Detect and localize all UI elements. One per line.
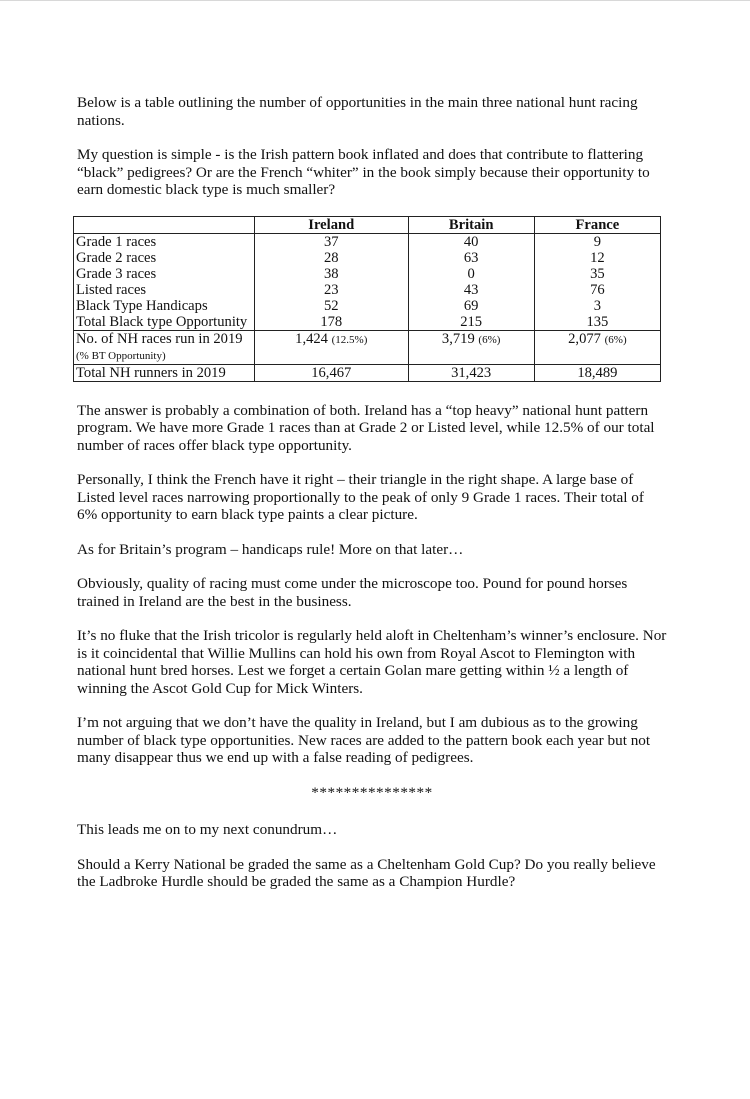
body-paragraph-7: It’s no fluke that the Irish tricolor is regularly held aloft in Cheltenham’s winner’s enclosure. Nor is it coincidental that Willie Mullins can hold his own from Royal Ascot to Flemington with national hunt bred horses. Lest we forget a certain Golan mare getting within ½ a length of winning the Ascot Gold Cup for Mick Winters.: [77, 627, 667, 697]
cell-britain: 0: [408, 266, 534, 282]
cell-ireland: 28: [255, 250, 409, 266]
races-run-ireland: 1,424: [295, 330, 328, 347]
cell-france: 18,489: [534, 364, 660, 381]
intro-paragraph-1: Below is a table outlining the number of opportunities in the main three national hunt racing nations.: [77, 94, 638, 129]
cell-ireland: 52: [255, 298, 409, 314]
cell-britain: [408, 330, 534, 364]
cell-ireland: 23: [255, 282, 409, 298]
row-label: Grade 3 races: [74, 266, 255, 282]
table-row: [74, 298, 661, 314]
table-row: [74, 233, 661, 250]
cell-britain: 31,423: [408, 364, 534, 381]
header-ireland: Ireland: [255, 216, 409, 233]
races-run-note: (% BT Opportunity): [76, 349, 166, 362]
body-paragraph-3: The answer is probably a combination of both. Ireland has a “top heavy” national hunt pattern program. We have more Grade 1 races than at Grade 2 or Listed level, while 12.5% of our total number of races offer black type opportunity.: [77, 401, 655, 454]
document-page: [77, 94, 667, 908]
opportunities-table: [73, 216, 661, 382]
table-row-races-run: [74, 330, 661, 364]
header-britain: Britain: [408, 216, 534, 233]
cell-france: 135: [534, 314, 660, 331]
header-france: France: [534, 216, 660, 233]
table-header-row: [74, 216, 661, 233]
top-border: [0, 0, 750, 1]
table-row: [74, 282, 661, 298]
row-label: Total NH runners in 2019: [74, 364, 255, 381]
table-row: [74, 250, 661, 266]
cell-britain: 40: [408, 233, 534, 250]
table-row: [74, 314, 661, 331]
cell-ireland: 16,467: [255, 364, 409, 381]
row-label: Total Black type Opportunity: [74, 314, 255, 331]
cell-france: 76: [534, 282, 660, 298]
table-row: [74, 266, 661, 282]
cell-france: [534, 330, 660, 364]
cell-ireland: [255, 330, 409, 364]
body-paragraph-10: Should a Kerry National be graded the same as a Cheltenham Gold Cup? Do you really believe the Ladbroke Hurdle should be graded the same as a Champion Hurdle?: [77, 855, 656, 890]
row-label: Black Type Handicaps: [74, 298, 255, 314]
header-blank: [74, 216, 255, 233]
body-paragraph-6: Obviously, quality of racing must come under the microscope too. Pound for pound horses trained in Ireland are the best in the business.: [77, 575, 628, 610]
races-run-label: No. of NH races run in 2019: [76, 330, 243, 347]
cell-britain: 43: [408, 282, 534, 298]
cell-france: 9: [534, 233, 660, 250]
races-run-france-pct: (6%): [604, 333, 627, 346]
cell-britain: 69: [408, 298, 534, 314]
cell-britain: 215: [408, 314, 534, 331]
body-paragraph-4: Personally, I think the French have it right – their triangle in the right shape. A large base of Listed level races narrowing proportionally to the peak of only 9 Grade 1 races. Their total of 6% opportunity to earn black type paints a clear picture.: [77, 471, 644, 523]
cell-france: 35: [534, 266, 660, 282]
row-label: Grade 1 races: [74, 233, 255, 250]
intro-paragraph-2: My question is simple - is the Irish pattern book inflated and does that contribute to flattering “black” pedigrees? Or are the French “whiter” in the book simply because their opportunity to earn domestic black type is much smaller?: [77, 146, 650, 198]
cell-france: 12: [534, 250, 660, 266]
races-run-france: 2,077: [568, 330, 601, 347]
row-label: Grade 2 races: [74, 250, 255, 266]
table-row-runners: [74, 364, 661, 381]
races-run-britain-pct: (6%): [478, 333, 501, 346]
races-run-ireland-pct: (12.5%): [331, 333, 368, 346]
cell-ireland: 37: [255, 233, 409, 250]
cell-france: 3: [534, 298, 660, 314]
row-label: Listed races: [74, 282, 255, 298]
cell-britain: 63: [408, 250, 534, 266]
section-separator: ***************: [311, 783, 433, 801]
cell-ireland: 178: [255, 314, 409, 331]
cell-ireland: 38: [255, 266, 409, 282]
body-paragraph-8: I’m not arguing that we don’t have the quality in Ireland, but I am dubious as to the growing number of black type opportunities. New races are added to the pattern book each year but not many disappear thus we end up with a false reading of pedigrees.: [77, 714, 651, 766]
body-paragraph-9: This leads me on to my next conundrum…: [77, 821, 338, 838]
races-run-britain: 3,719: [441, 330, 475, 347]
body-paragraph-5: As for Britain’s program – handicaps rule! More on that later…: [77, 540, 464, 558]
row-label: [74, 330, 255, 364]
